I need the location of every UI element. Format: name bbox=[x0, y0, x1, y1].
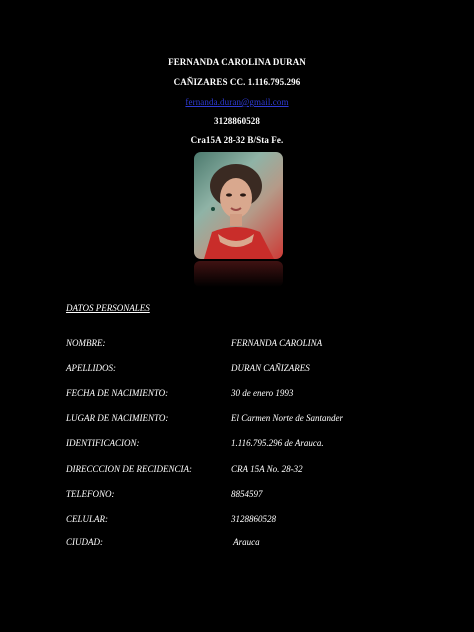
field-value: FERNANDA CAROLINA bbox=[231, 338, 323, 348]
field-value: 8854597 bbox=[231, 489, 263, 499]
field-value: 1.116.795.296 de Arauca. bbox=[231, 438, 324, 448]
field-label: LUGAR DE NACIMIENTO: bbox=[66, 413, 169, 423]
name-line: FERNANDA CAROLINA DURAN bbox=[168, 57, 306, 67]
field-label: CIUDAD: bbox=[66, 537, 103, 547]
field-value: 3128860528 bbox=[231, 514, 276, 524]
email-link[interactable]: fernanda.duran@gmail.com bbox=[185, 97, 289, 107]
field-label: APELLIDOS: bbox=[66, 363, 116, 373]
field-value: DURAN CAÑIZARES bbox=[231, 363, 310, 373]
field-row-nombre bbox=[0, 338, 474, 352]
field-value: CRA 15A No. 28-32 bbox=[231, 464, 303, 474]
field-row-telefono bbox=[0, 489, 474, 503]
field-row-celular bbox=[0, 514, 474, 528]
field-value: El Carmen Norte de Santander bbox=[231, 413, 343, 423]
field-label: DIRECCCION DE RECIDENCIA: bbox=[66, 464, 192, 474]
surname-id-line: CAÑIZARES CC. 1.116.795.296 bbox=[173, 77, 301, 87]
field-row-fecha-nacimiento bbox=[0, 388, 474, 402]
field-row-direccion bbox=[0, 464, 474, 478]
field-value: 30 de enero 1993 bbox=[231, 388, 294, 398]
field-label: CELULAR: bbox=[66, 514, 109, 524]
field-row-lugar-nacimiento bbox=[0, 413, 474, 427]
photo-reflection bbox=[194, 261, 283, 287]
profile-photo bbox=[194, 152, 283, 259]
section-title-datos-personales: DATOS PERSONALES bbox=[66, 303, 150, 313]
field-row-identificacion bbox=[0, 438, 474, 452]
field-row-apellidos bbox=[0, 363, 474, 377]
field-label: TELEFONO: bbox=[66, 489, 115, 499]
field-row-ciudad bbox=[0, 537, 474, 551]
phone-line: 3128860528 bbox=[214, 116, 260, 126]
field-label: FECHA DE NACIMIENTO: bbox=[66, 388, 169, 398]
address-line: Cra15A 28-32 B/Sta Fe. bbox=[190, 135, 284, 145]
field-label: NOMBRE: bbox=[66, 338, 106, 348]
field-value: Arauca bbox=[231, 537, 260, 547]
field-label: IDENTIFICACION: bbox=[66, 438, 140, 448]
